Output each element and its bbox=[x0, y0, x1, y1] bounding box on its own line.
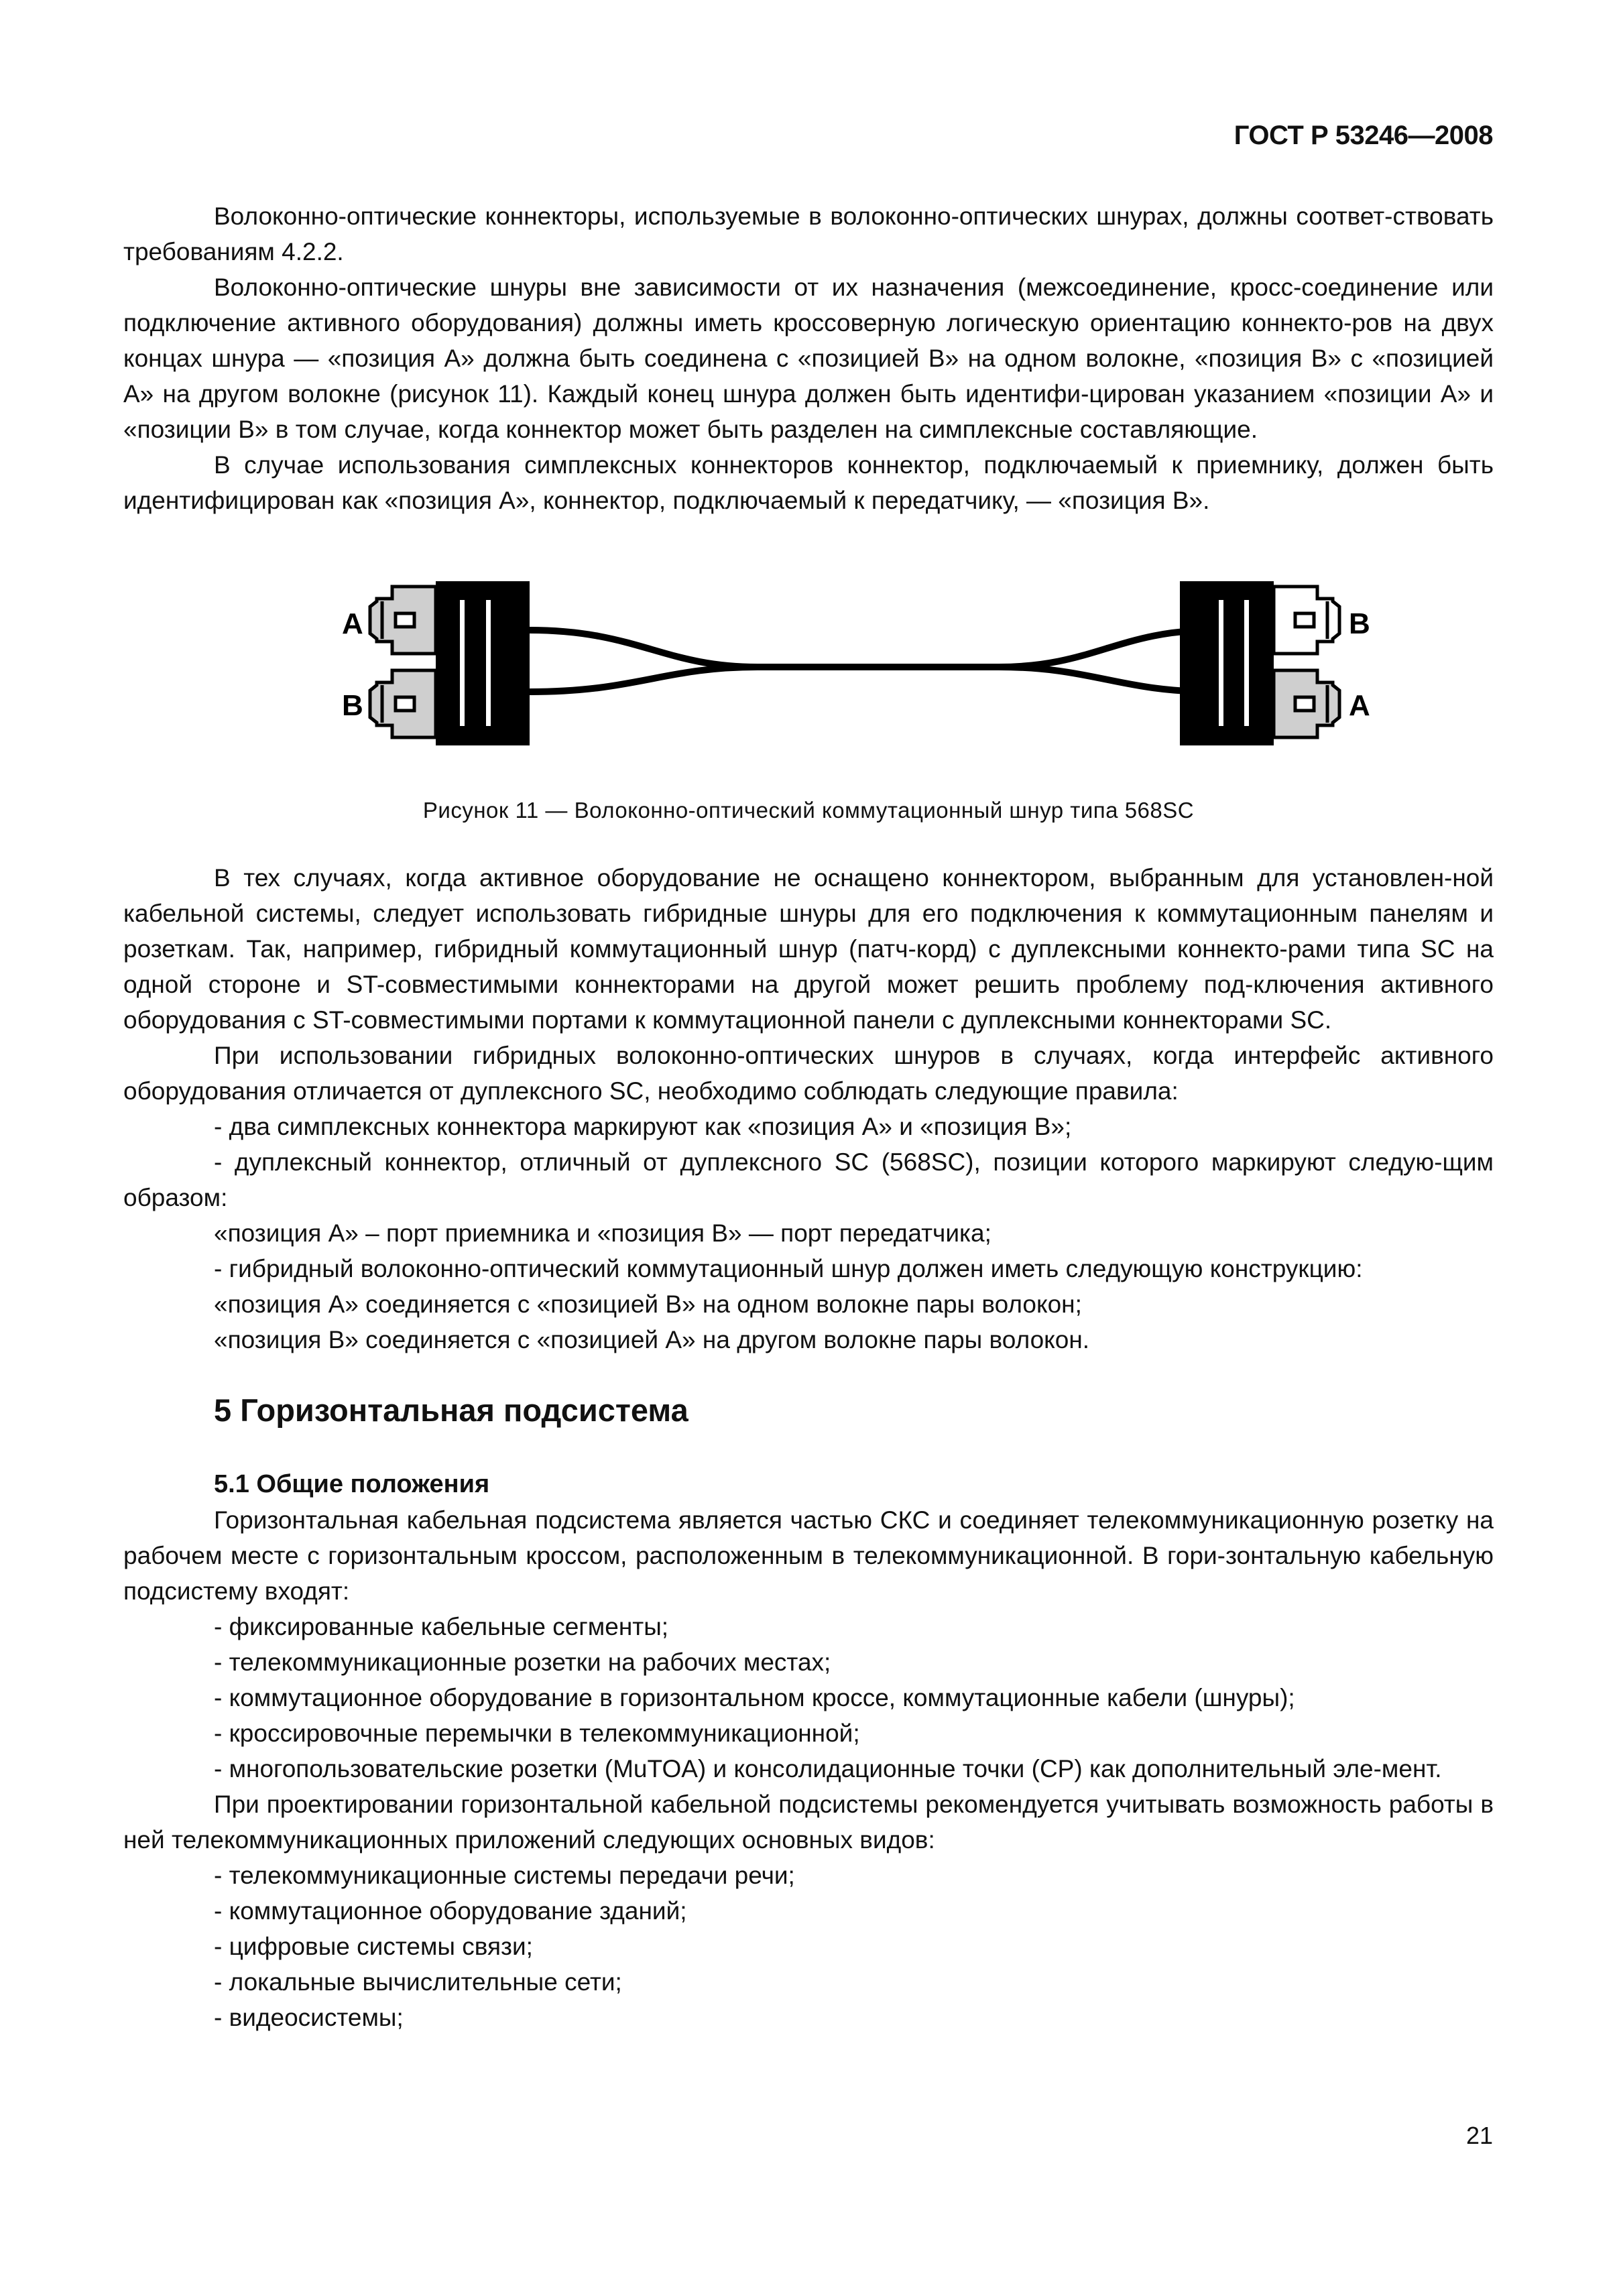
page-number: 21 bbox=[1465, 2122, 1493, 2149]
list-item: - цифровые системы связи; bbox=[214, 1933, 533, 1960]
list-item: - гибридный волоконно-оптический коммутационный шнур должен иметь следующую конструкцию: bbox=[214, 1255, 1363, 1282]
paragraph: Горизонтальная кабельная подсистема является частью СКС и соединяет телекоммуникационную розетку на рабочем месте с горизонтальным кроссом, расположенным в телекоммуникационной. В гори-зонтальную кабельную подсистему входят: bbox=[123, 1506, 1494, 1605]
paragraph: При проектировании горизонтальной кабельной подсистемы рекомендуется учитывать возможность работы в ней телекоммуникационных приложений следующих основных видов: bbox=[123, 1791, 1494, 1854]
middle-text-block bbox=[123, 860, 1494, 1357]
list-item: - коммутационное оборудование зданий; bbox=[214, 1897, 687, 1925]
list-item: «позиция А» соединяется с «позицией В» на одном волокне пары волокон; bbox=[214, 1290, 1082, 1318]
list-item: - два симплексных коннектора маркируют как «позиция А» и «позиция В»; bbox=[214, 1113, 1072, 1140]
figure-caption: Рисунок 11 — Волоконно-оптический коммутационный шнур типа 568SC bbox=[422, 798, 1195, 823]
paragraph: Волоконно-оптические шнуры вне зависимости от их назначения (межсоединение, кросс-соединение или подключение активного оборудования) должны иметь кроссоверную логическую ориентацию коннекто-ров на двух концах шнура — «позиция А» должна быть соединена с «позицией В» на одном волокне, «позиция В» с «позицией А» на другом волокне (рисунок 11). Каждый конец шнура должен быть идентифи-цирован указанием «позиции А» и «позиции В» в том случае, когда коннектор может быть разделен на симплексные составляющие. bbox=[123, 274, 1494, 443]
paragraph: В тех случаях, когда активное оборудование не оснащено коннектором, выбранным для установлен-ной кабельной системы, следует использовать гибридные шнуры для его подключения к коммутационным панелям и розеткам. Так, например, гибридный коммутационный шнур (патч-корд) с дуплексными коннекто-рами типа SC на одной стороне и ST-совместимыми коннекторами на другой может решить проблему под-ключения активного оборудования с ST-совместимыми портами к коммутационной панели с дуплексными коннекторами SC. bbox=[123, 864, 1494, 1034]
list-item: - видеосистемы; bbox=[214, 2004, 404, 2031]
paragraph: Волоконно-оптические коннекторы, используемые в волоконно-оптических шнурах, должны соответ-ствовать требованиям 4.2.2. bbox=[123, 202, 1494, 265]
section-5 bbox=[123, 1392, 1494, 1428]
right-top-label: В bbox=[1349, 607, 1370, 640]
top-text-block bbox=[123, 198, 1494, 518]
figure-caption-block bbox=[123, 792, 1494, 828]
list-item: «позиция А» – порт приемника и «позиция В» — порт передатчика; bbox=[214, 1219, 991, 1247]
list-item: - локальные вычислительные сети; bbox=[214, 1968, 622, 1996]
list-item: «позиция В» соединяется с «позицией А» на другом волокне пары волокон. bbox=[214, 1326, 1090, 1353]
list-item: - кроссировочные перемычки в телекоммуникационной; bbox=[214, 1719, 860, 1747]
paragraph: При использовании гибридных волоконно-оптических шнуров в случаях, когда интерфейс активного оборудования отличается от дуплексного SC, необходимо соблюдать следующие правила: bbox=[123, 1042, 1494, 1105]
list-item: - коммутационное оборудование в горизонтальном кроссе, коммутационные кабели (шнуры); bbox=[214, 1684, 1295, 1711]
list-item: - телекоммуникационные розетки на рабочих местах; bbox=[214, 1648, 831, 1676]
patch-cord-figure bbox=[328, 566, 1388, 761]
left-bottom-label: В bbox=[342, 689, 363, 722]
section-heading: 5 Горизонтальная подсистема bbox=[214, 1392, 688, 1428]
section-5-body bbox=[123, 1467, 1494, 2035]
list-item: - дуплексный коннектор, отличный от дуплексного SC (568SC), позиции которого маркируют следую-щим образом: bbox=[123, 1148, 1494, 1211]
list-item: - фиксированные кабельные сегменты; bbox=[214, 1613, 669, 1640]
list-item: - многопользовательские розетки (MuTOA) и консолидационные точки (CP) как дополнительный эле-мент. bbox=[214, 1755, 1442, 1783]
left-top-label: А bbox=[342, 607, 363, 640]
list-item: - телекоммуникационные системы передачи речи; bbox=[214, 1862, 795, 1889]
subsection-heading: 5.1 Общие положения bbox=[214, 1470, 490, 1498]
standard-header: ГОСТ Р 53246—2008 bbox=[1234, 121, 1493, 150]
right-bottom-label: А bbox=[1349, 689, 1370, 722]
paragraph: В случае использования симплексных коннекторов коннектор, подключаемый к приемнику, должен быть идентифицирован как «позиция А», коннектор, подключаемый к передатчику, — «позиция В». bbox=[123, 451, 1494, 514]
